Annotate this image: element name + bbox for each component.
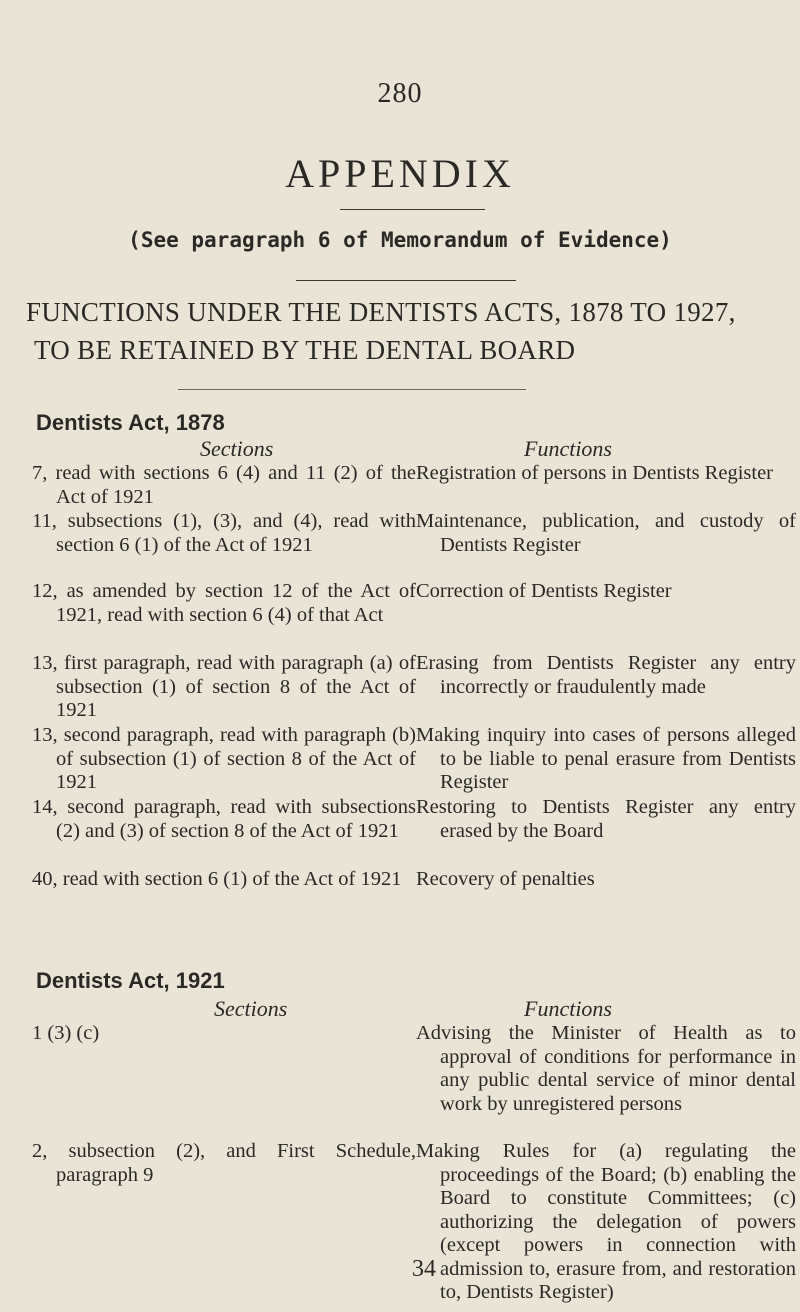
act-1878-function-1: Registration of persons in Dentists Register	[416, 462, 773, 484]
act-1878-section-4: 13, first paragraph, read with paragraph (a) of subsection (1) of section 8 of the Act of 1921	[32, 652, 416, 721]
appendix-title: APPENDIX	[285, 151, 515, 196]
main-heading-line1: FUNCTIONS UNDER THE DENTISTS ACTS, 1878 TO 1927,	[26, 297, 736, 327]
act-1878-function-5: Making inquiry into cases of persons alleged to be liable to penal erasure from Dentists Register	[416, 724, 796, 793]
main-heading-line2: TO BE RETAINED BY THE DENTAL BOARD	[34, 335, 576, 365]
act-1921-section-2: 2, subsection (2), and First Schedule, paragraph 9	[32, 1140, 416, 1186]
act-1878-section-2: 11, subsections (1), (3), and (4), read with section 6 (1) of the Act of 1921	[32, 510, 416, 556]
act-1878-section-5: 13, second paragraph, read with paragraph (b) of subsection (1) of section 8 of the Act of 1921	[32, 724, 416, 793]
act-1878-function-4: Erasing from Dentists Register any entry incorrectly or fraudulently made	[416, 652, 796, 698]
printer-signature-mark: 34	[412, 1256, 436, 1282]
title-rule	[340, 209, 485, 210]
subtitle-rule	[296, 280, 516, 281]
act-1921-function-2: Making Rules for (a) regulating the proceedings of the Board; (b) enabling the Board to constitute Committees; (c) authorizing the delegation of powers (except powers in connection with admission to, erasure from, and restoration to, Dentists Register)	[416, 1140, 796, 1303]
act-1878-function-3: Correction of Dentists Register	[416, 580, 672, 602]
act-1878-function-7: Recovery of penalties	[416, 868, 595, 890]
act-1921-functions-header: Functions	[524, 996, 612, 1021]
act-1878-function-6: Restoring to Dentists Register any entry erased by the Board	[416, 796, 796, 842]
act-1878-functions-header: Functions	[524, 436, 612, 461]
act-1878-section-3: 12, as amended by section 12 of the Act of 1921, read with section 6 (4) of that Act	[32, 580, 416, 626]
act-1921-function-1: Advising the Minister of Health as to approval of conditions for performance in any public dental service of minor dental work by unregistered persons	[416, 1022, 796, 1115]
act-1921-section-1: 1 (3) (c)	[32, 1022, 100, 1044]
act-1921-sections-header: Sections	[214, 996, 288, 1021]
main-heading	[26, 293, 800, 369]
act-1878-title: Dentists Act, 1878	[36, 410, 225, 435]
act-1878-section-6: 14, second paragraph, read with subsections (2) and (3) of section 8 of the Act of 1921	[32, 796, 416, 842]
see-paragraph-note: (See paragraph 6 of Memorandum of Evidence)	[128, 228, 672, 252]
act-1878-sections-header: Sections	[200, 436, 274, 461]
heading-rule	[178, 389, 526, 390]
page-number: 280	[377, 78, 423, 109]
act-1878-function-2: Maintenance, publication, and custody of Dentists Register	[416, 510, 796, 556]
act-1921-title: Dentists Act, 1921	[36, 968, 225, 993]
act-1878-section-7: 40, read with section 6 (1) of the Act of 1921	[32, 868, 402, 890]
act-1878-section-1: 7, read with sections 6 (4) and 11 (2) of the Act of 1921	[32, 462, 416, 508]
